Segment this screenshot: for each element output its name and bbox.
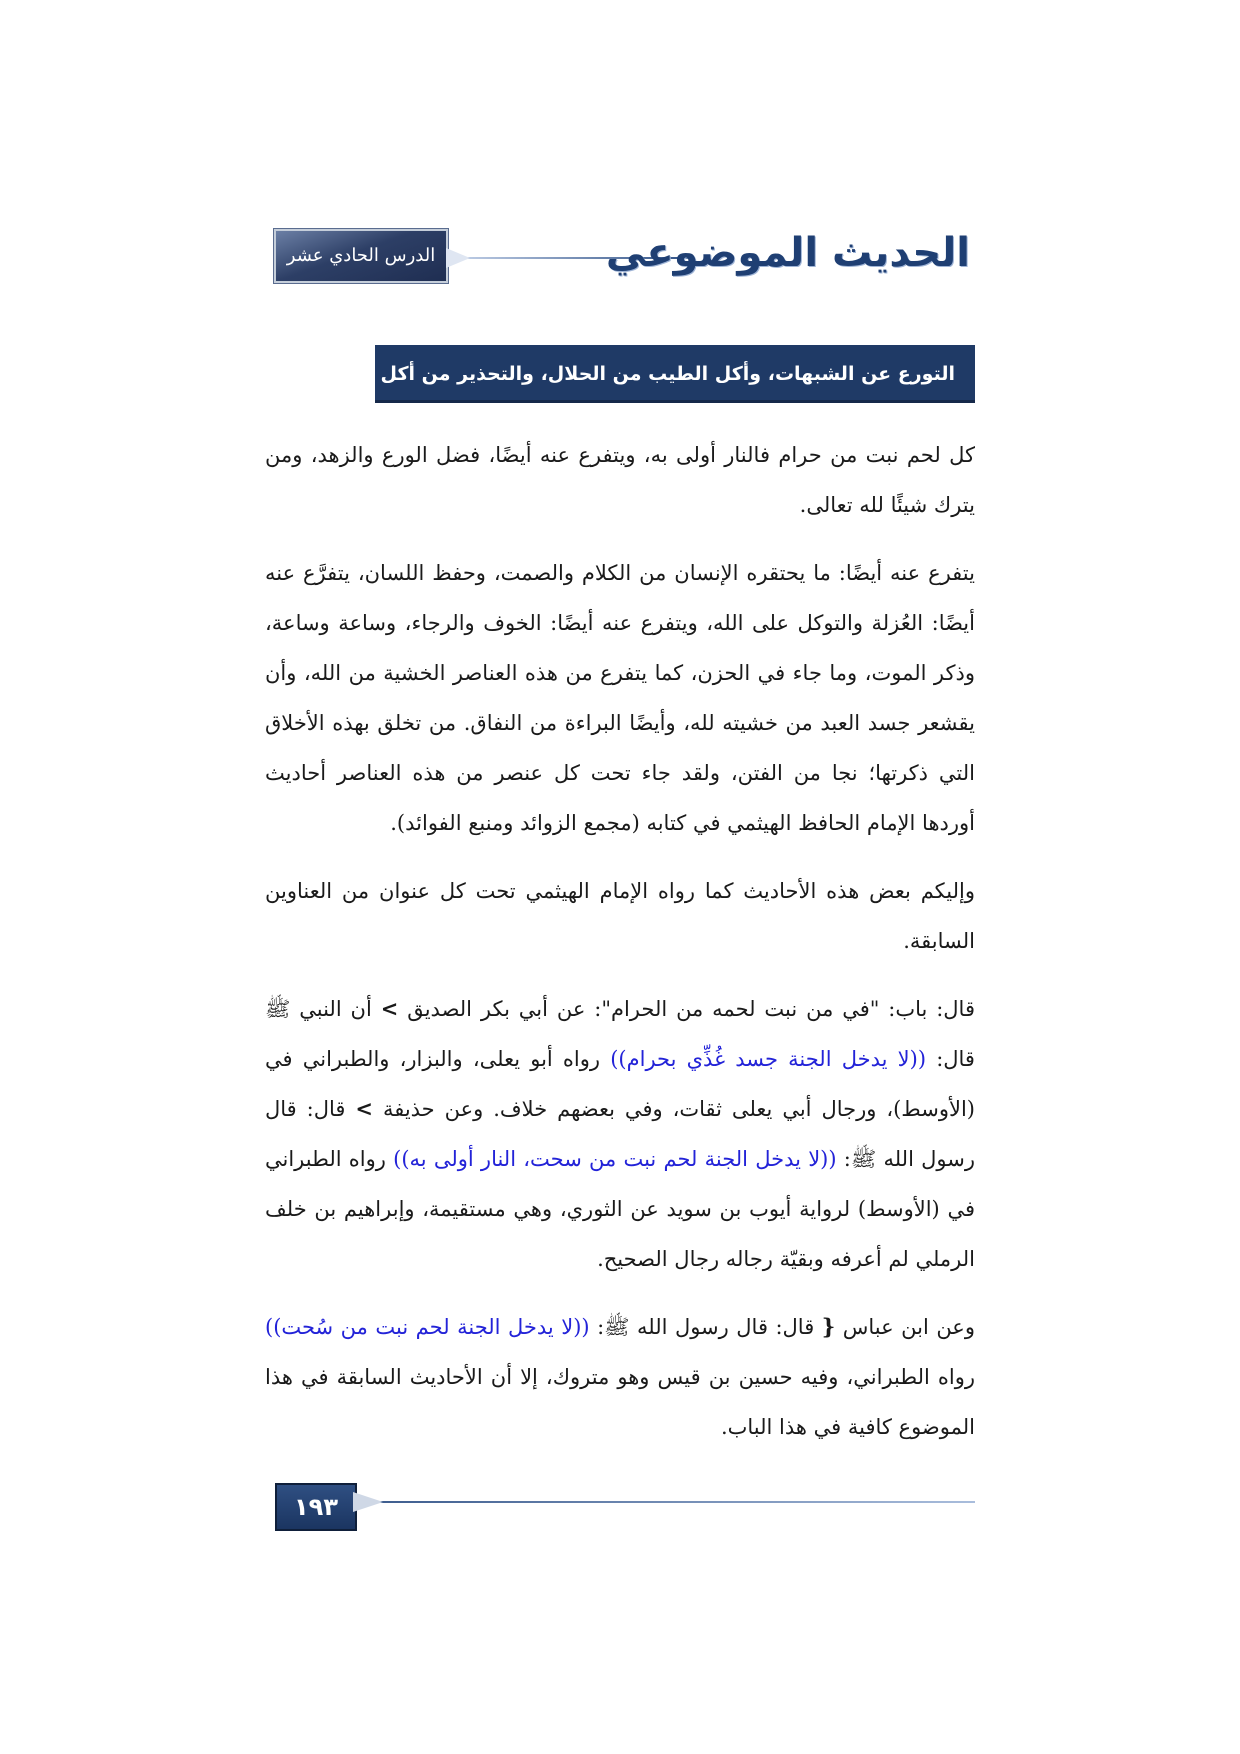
honorific-symbol: > <box>355 1096 373 1121</box>
text-segment: رواه الطبراني، وفيه حسين بن قيس وهو متروك، إلا أن الأحاديث السابقة في هذا الموضوع كافية في هذا الباب. <box>265 1365 975 1439</box>
hadith-quote: ((لا يدخل الجنة لحم نبت من سُحت)) <box>265 1315 590 1339</box>
book-title: الحديث الموضوعي <box>605 230 970 276</box>
section-title: التورع عن الشبهات، وأكل الطيب من الحلال، والتحذير من أكل الحرام <box>375 345 975 403</box>
text-segment: قال: باب: "في من نبت لحمه من الحرام": عن أبي بكر الصديق <box>407 997 975 1021</box>
footer-divider <box>357 1501 975 1503</box>
paragraph-4 <box>265 984 975 1284</box>
paragraph-3: وإليكم بعض هذه الأحاديث كما رواه الإمام الهيثمي تحت كل عنوان من العناوين السابقة. <box>265 879 975 953</box>
text-segment: أن النبي ﷺ قال: <box>265 997 975 1071</box>
text-segment: قال: قال رسول الله ﷺ: <box>597 1315 815 1339</box>
honorific-symbol: { <box>821 1314 836 1339</box>
text-segment: رواه أبو يعلى، والبزار، والطبراني في (الأوسط)، ورجال أبي يعلى ثقات، وفي بعضهم خلاف. وعن حذيفة <box>265 1047 975 1121</box>
honorific-symbol: > <box>380 996 399 1021</box>
paragraph-1: كل لحم نبت من حرام فالنار أولى به، ويتفرع عنه أيضًا، فضل الورع والزهد، ومن يترك شيئًا لله تعالى. <box>265 443 975 517</box>
page-footer <box>275 1475 975 1535</box>
hadith-quote: ((لا يدخل الجنة جسد غُذِّي بحرام)) <box>610 1047 927 1071</box>
text-segment: قال: قال رسول الله ﷺ: <box>265 1097 975 1171</box>
hadith-quote: ((لا يدخل الجنة لحم نبت من سحت، النار أولى به)) <box>393 1147 837 1171</box>
lesson-badge: الدرس الحادي عشر <box>274 229 448 283</box>
text-segment: رواه الطبراني في (الأوسط) لرواية أيوب بن سويد عن الثوري، وهي مستقيمة، وإبراهيم بن خلف الرملي لم أعرفه وبقيّة رجاله رجال الصحيح. <box>265 1147 975 1271</box>
body-text <box>265 430 975 1470</box>
paragraph-2: يتفرع عنه أيضًا: ما يحتقره الإنسان من الكلام والصمت، وحفظ اللسان، يتفرَّع عنه أيضًا: العُزلة والتوكل على الله، ويتفرع عنه أيضًا: الخوف والرجاء، وساعة وساعة، وذكر الموت، وما جاء في الحزن، كما يتفرع من هذه العناصر الخشية من الله، وأن يقشعر جسد العبد من خشيته لله، وأيضًا البراءة من النفاق. من تخلق بهذه الأخلاق التي ذكرتها؛ نجا من الفتن، ولقد جاء تحت كل عنصر من هذه العناصر أحاديث أوردها الإمام الحافظ الهيثمي في كتابه (مجمع الزوائد ومنبع الفوائد). <box>265 561 975 835</box>
page-number: ١٩٣ <box>275 1483 357 1531</box>
paragraph-5 <box>265 1302 975 1452</box>
page-header <box>270 225 970 285</box>
text-segment: وعن ابن عباس <box>842 1315 975 1339</box>
